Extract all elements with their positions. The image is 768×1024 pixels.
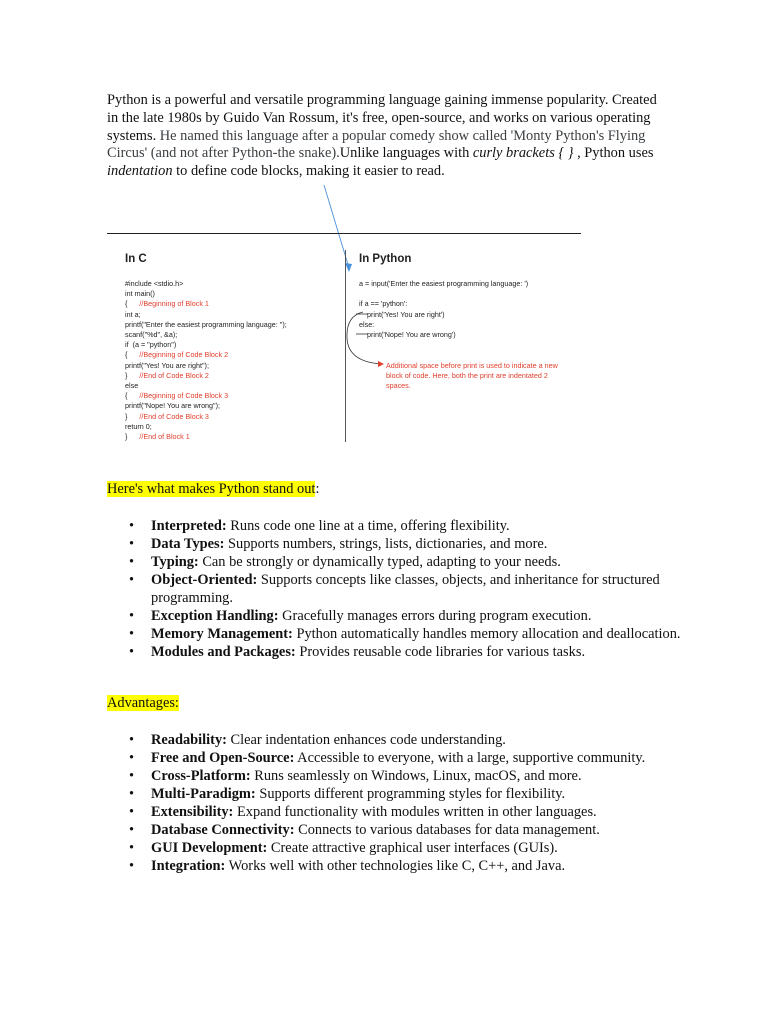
python-code-line: print('Nope! You are wrong') [359, 330, 456, 339]
c-code-text: printf("Enter the easiest programming language: "); [125, 319, 287, 329]
c-code-text: printf("Nope! You are wrong"); [125, 401, 220, 411]
c-title: In C [125, 253, 147, 265]
standout-list-item-desc: Can be strongly or dynamically typed, adapting to your needs. [198, 554, 561, 570]
advantages-list-item [151, 839, 681, 857]
advantages-list-item-term: Free and Open-Source: [151, 750, 295, 766]
standout-list-item [151, 607, 681, 625]
advantages-list-item-desc: Accessible to everyone, with a large, supportive community. [294, 750, 646, 766]
intro-italic-2: indentation [107, 163, 173, 180]
advantages-list-item [151, 749, 681, 767]
standout-list-item-desc: Supports numbers, strings, lists, dictionaries, and more. [224, 536, 548, 552]
horizontal-rule [107, 233, 581, 234]
standout-list [107, 517, 681, 661]
standout-heading [107, 481, 319, 498]
advantages-list-item-term: Integration: [151, 858, 226, 874]
advantages-list-item-desc: Supports different programming styles for flexibility. [255, 786, 566, 802]
advantages-list-item [151, 767, 681, 785]
c-code-text: scanf("%d", &a); [125, 330, 178, 340]
c-code-comment: //Beginning of Code Block 2 [139, 350, 229, 360]
intro-text-3: Unlike languages with [339, 145, 473, 162]
standout-list-item [151, 643, 681, 661]
c-code-text: } [125, 370, 140, 380]
c-code-text: { [125, 299, 140, 309]
standout-list-item [151, 625, 681, 643]
standout-list-item-desc: Gracefully manages errors during program execution. [278, 608, 592, 624]
standout-list-item-term: Interpreted: [151, 518, 227, 534]
c-code-text: } [125, 411, 140, 421]
c-code-text: { [125, 350, 140, 360]
standout-list-item [151, 535, 681, 553]
c-code-comment: //End of Code Block 3 [139, 411, 209, 421]
advantages-list-item-desc: Clear indentation enhances code understanding. [226, 732, 506, 748]
standout-list-item-desc: Provides reusable code libraries for various tasks. [295, 644, 586, 660]
standout-list-item-term: Object-Oriented: [151, 572, 258, 588]
standout-list-item-desc: Python automatically handles memory allocation and deallocation. [292, 626, 681, 642]
python-code-line: a = input('Enter the easiest programming language: ') [359, 279, 529, 288]
c-code-text: int main() [125, 289, 155, 299]
standout-list-item-term: Exception Handling: [151, 608, 279, 624]
intro-text-1: Python is a powerful and versatile programming language gaining immense popularity. Created in the late 1980s by Guido Van Rossum, it's free, open-source, and works on various operating systems. [107, 92, 657, 144]
note-arrow-head [378, 361, 384, 367]
advantages-list-item-desc: Runs seamlessly on Windows, Linux, macOS, and more. [250, 768, 582, 784]
advantages-list-item [151, 857, 681, 875]
advantages-list-item-term: GUI Development: [151, 840, 268, 856]
advantages-list-item-desc: Connects to various databases for data management. [294, 822, 600, 838]
intro-text-4: , Python uses [573, 145, 654, 162]
standout-list-item-term: Data Types: [151, 536, 225, 552]
advantages-list-item-desc: Expand functionality with modules written in other languages. [233, 804, 597, 820]
intro-text-2: He named this language after a popular comedy show called 'Monty Python's Flying Circus' (and not after Python-the snake). [107, 127, 646, 162]
indent-note: Additional space before print is used to indicate a new block of code. Here, both the print are indentated 2 spaces. [386, 361, 558, 391]
standout-list-item [151, 517, 681, 535]
advantages-list-item [151, 803, 681, 821]
advantages-list-item [151, 731, 681, 749]
c-code-comment: //End of Code Block 2 [139, 370, 209, 380]
advantages-list-item-term: Database Connectivity: [151, 822, 295, 838]
c-code-text: printf("Yes! You are right"); [125, 360, 209, 370]
advantages-heading-text: Advantages: [107, 695, 179, 711]
c-code-text: return 0; [125, 421, 152, 431]
advantages-list-item-desc: Create attractive graphical user interfaces (GUIs). [267, 840, 558, 856]
python-title: In Python [359, 253, 412, 265]
standout-list-item-term: Memory Management: [151, 626, 293, 642]
advantages-list [107, 731, 681, 875]
advantages-list-item-term: Extensibility: [151, 804, 234, 820]
standout-heading-colon: : [315, 481, 320, 497]
standout-list-item-term: Typing: [151, 554, 199, 570]
python-code-line: if a == 'python': [359, 299, 408, 309]
indent-bracket-curve [347, 312, 382, 364]
standout-list-item [151, 571, 681, 607]
standout-list-item-desc: Supports concepts like classes, objects, and inheritance for structured programming. [151, 572, 660, 606]
advantages-list-item [151, 785, 681, 803]
intro-italic-1: curly brackets { } [472, 145, 574, 162]
advantages-heading [107, 695, 179, 712]
advantages-list-item-term: Multi-Paradigm: [151, 786, 256, 802]
indent-bracket [120, 250, 580, 450]
c-code-text: if (a = "python") [125, 340, 177, 350]
standout-list-item-term: Modules and Packages: [151, 644, 296, 660]
c-code-comment: //Beginning of Code Block 3 [139, 391, 229, 401]
python-code-line: print('Yes! You are right') [359, 309, 445, 319]
advantages-list-item-term: Cross-Platform: [151, 768, 251, 784]
c-code-comment: //End of Block 1 [139, 432, 190, 442]
intro-text-5: to define code blocks, making it easier to read. [172, 163, 445, 180]
c-code-comment: //Beginning of Block 1 [139, 299, 209, 309]
advantages-list-item-desc: Works well with other technologies like C, C++, and Java. [225, 858, 566, 874]
c-code-text: } [125, 432, 140, 442]
c-code-text: #include <stdio.h> [125, 279, 184, 288]
advantages-list-item [151, 821, 681, 839]
c-code-text: { [125, 391, 140, 401]
advantages-list-item-term: Readability: [151, 732, 227, 748]
c-code-text: int a; [125, 309, 141, 319]
standout-heading-text: Here's what makes Python stand out [107, 481, 316, 497]
standout-list-item [151, 553, 681, 571]
code-comparison-figure [120, 250, 580, 450]
standout-list-item-desc: Runs code one line at a time, offering flexibility. [226, 518, 510, 534]
c-code-text: else [125, 381, 139, 391]
python-code-line: else: [359, 319, 375, 329]
